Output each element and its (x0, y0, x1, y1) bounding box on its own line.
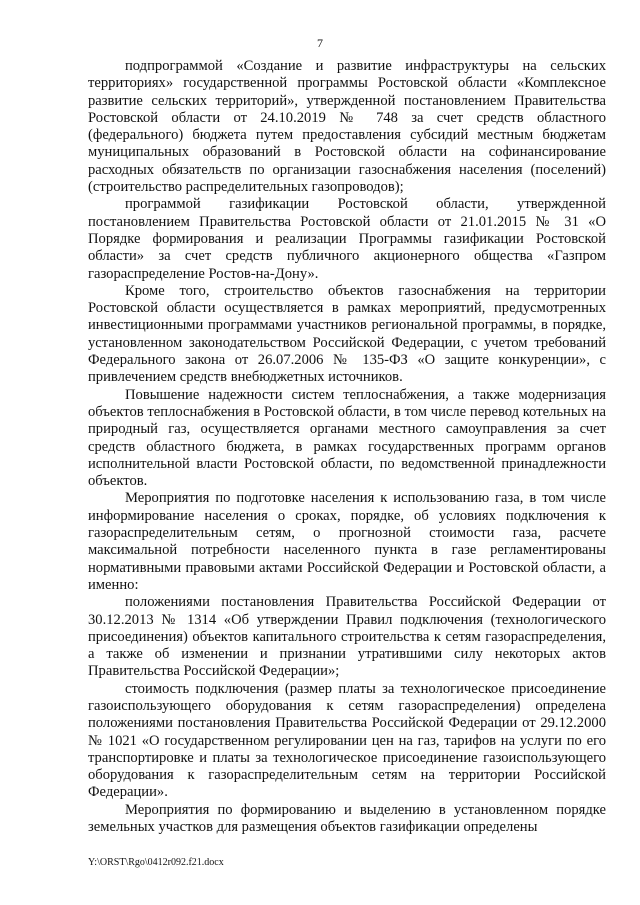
file-path-footer: Y:\ORST\Rgo\0412r092.f21.docx (88, 857, 224, 868)
paragraph: Мероприятия по подготовке населения к использованию газа, в том числе информирование населения о сроках, порядке, об условиях подключения к газораспределительным сетям, о прогнозной стоимости газа, расчете максимальной потребности населенного пункта в газе регламентированы нормативными правовыми актами Российской Федерации и Ростовской области, а именно: (88, 490, 606, 593)
paragraph: программой газификации Ростовской области, утвержденной постановлением Правительства Ростовской области от 21.01.2015 № 31 «О Порядке формирования и реализации Программы газификации Ростовской области» за счет средств публичного акционерного общества «Газпром газораспределение Ростов-на-Дону». (88, 196, 606, 282)
document-body (88, 58, 606, 836)
paragraph: Повышение надежности систем теплоснабжения, а также модернизация объектов теплоснабжения в Ростовской области, в том числе перевод котельных на природный газ, осуществляется органами местного самоуправления за счет средств областного бюджета, в рамках государственных программ органов исполнительной власти Ростовской области, по ведомственной принадлежности объектов. (88, 386, 606, 490)
paragraph: подпрограммой «Создание и развитие инфраструктуры на сельских территориях» государственной программы Ростовской области «Комплексное развитие сельских территорий», утвержденной постановлением Правительства Ростовской области от 24.10.2019 № 748 за счет средств областного (федерального) бюджета путем предоставления субсидий местным бюджетам муниципальных образований в Ростовской области на софинансирование расходных обязательств по организации газоснабжения населения (поселений) (строительство распределительных газопроводов); (88, 58, 606, 196)
paragraph: стоимость подключения (размер платы за технологическое присоединение газоиспользующего оборудования к сетям газораспределения) определена положениями постановления Правительства Российской Федерации от 29.12.2000 № 1021 «О государственном регулировании цен на газ, тарифов на услуги по его транспортировке и платы за технологическое присоединение газоиспользующего оборудования к газораспределительным сетям на территории Российской Федерации». (88, 680, 606, 801)
page-number: 7 (317, 36, 323, 50)
paragraph: положениями постановления Правительства Российской Федерации от 30.12.2013 № 1314 «Об утверждении Правил подключения (технологического присоединения) объектов капитального строительства к сетям газораспределения, а также об изменении и признании утратившими силу некоторых актов Правительства Российской Федерации»; (88, 594, 606, 680)
paragraph: Кроме того, строительство объектов газоснабжения на территории Ростовской области осуществляется в рамках мероприятий, предусмотренных инвестиционными программами участников региональной программы, в порядке, установленном законодательством Российской Федерации, с учетом требований Федерального закона от 26.07.2006 № 135-ФЗ «О защите конкуренции», с привлечением средств внебюджетных источников. (88, 282, 606, 386)
paragraph: Мероприятия по формированию и выделению в установленном порядке земельных участков для размещения объектов газификации определены (88, 801, 606, 836)
